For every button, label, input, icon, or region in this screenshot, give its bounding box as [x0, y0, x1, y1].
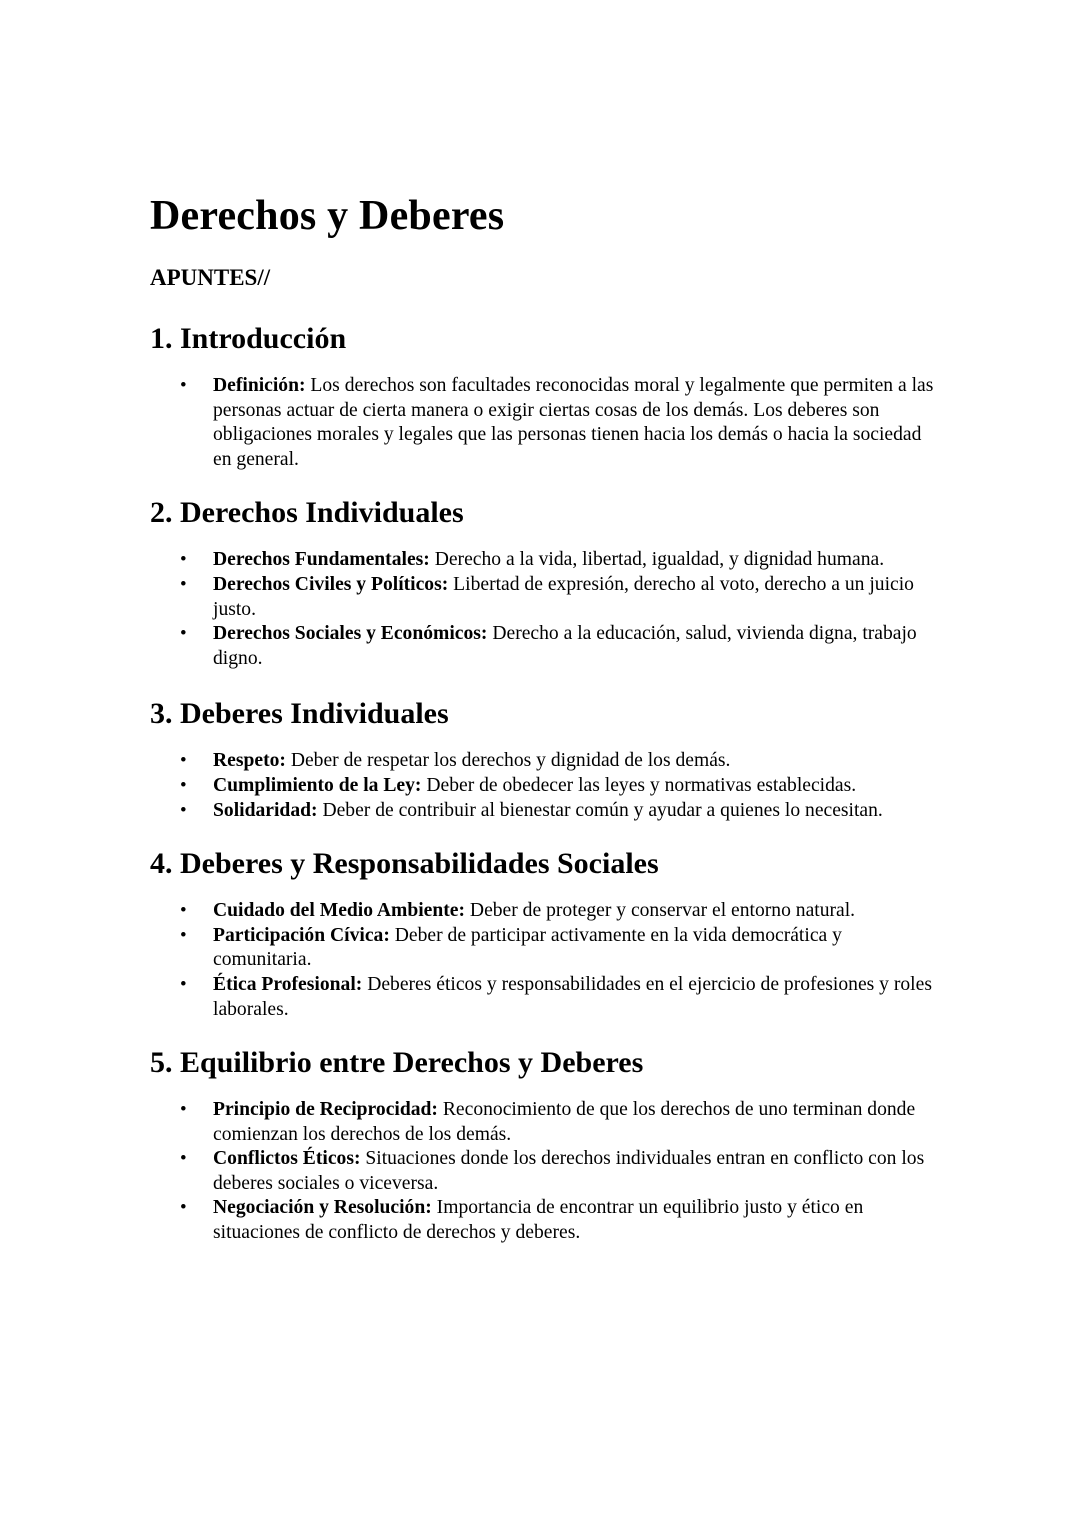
list-item [150, 899, 940, 924]
bullet-icon: • [180, 924, 187, 946]
item-text: Deber de respetar los derechos y dignidad de los demás. [285, 750, 731, 772]
item-term: Derechos Fundamentales: [213, 549, 430, 571]
bullet-list [150, 899, 940, 1022]
item-term: Participación Cívica: [213, 924, 390, 946]
item-term: Definición: [213, 375, 306, 396]
item-text: Libertad de expresión, derecho al voto, derecho a un juicio justo. [213, 573, 914, 620]
document-subtitle: APUNTES// [150, 265, 271, 290]
item-term: Cumplimiento de la Ley: [213, 774, 422, 796]
section-deberes-individuales [150, 695, 940, 823]
bullet-list [150, 1098, 940, 1246]
item-term: Derechos Civiles y Políticos: [213, 573, 449, 595]
item-term: Negociación y Resolución: [213, 1197, 432, 1219]
item-text: Derecho a la vida, libertad, igualdad, y dignidad humana. [429, 549, 885, 571]
list-item [150, 1196, 940, 1245]
item-text: Derecho a la educación, salud, vivienda digna, trabajo digno. [213, 623, 917, 669]
item-text: Deber de obedecer las leyes y normativas establecidas. [421, 774, 857, 796]
bullet-list [150, 548, 940, 671]
item-text: Situaciones donde los derechos individuales entran en conflicto con los deberes sociales o viceversa. [213, 1148, 925, 1194]
bullet-icon: • [180, 1099, 187, 1121]
list-item [150, 973, 940, 1022]
bullet-icon: • [180, 1197, 187, 1219]
item-text: Reconocimiento de que los derechos de uno terminan donde comienzan los derechos de los demás. [213, 1099, 916, 1145]
section-heading: 5. Equilibrio entre Derechos y Deberes [150, 1046, 644, 1080]
bullet-icon: • [180, 799, 187, 821]
item-text: Deber de proteger y conservar el entorno natural. [465, 900, 856, 922]
bullet-icon: • [180, 774, 187, 796]
bullet-icon: • [180, 1148, 187, 1170]
list-item [150, 374, 940, 472]
section-introduccion [150, 320, 940, 472]
section-heading: 3. Deberes Individuales [150, 697, 449, 731]
section-deberes-responsabilidades-sociales [150, 845, 940, 1022]
section-derechos-individuales [150, 494, 940, 671]
list-item [150, 573, 940, 622]
item-term: Derechos Sociales y Económicos: [213, 623, 488, 645]
item-text: Importancia de encontrar un equilibrio justo y ético en situaciones de conflicto de derechos y deberes. [213, 1197, 864, 1244]
list-item [150, 774, 940, 799]
bullet-icon: • [180, 375, 187, 396]
list-item [150, 622, 940, 671]
item-term: Solidaridad: [213, 799, 318, 821]
bullet-list [150, 374, 940, 472]
list-item [150, 1147, 940, 1196]
item-text: Deberes éticos y responsabilidades en el ejercicio de profesiones y roles laborales. [213, 973, 932, 1020]
item-term: Principio de Reciprocidad: [213, 1099, 438, 1121]
bullet-icon: • [180, 549, 187, 571]
item-term: Ética Profesional: [213, 973, 363, 995]
list-item [150, 924, 940, 973]
item-text: Los derechos son facultades reconocidas moral y legalmente que permiten a las personas actuar de cierta manera o exigir ciertas cosas de los demás. Los deberes son obligaciones morales y legales que las personas tienen hacia los demás o hacia la sociedad en general. [213, 375, 934, 470]
item-term: Conflictos Éticos: [213, 1148, 361, 1170]
bullet-icon: • [180, 623, 187, 645]
bullet-icon: • [180, 750, 187, 772]
section-equilibrio [150, 1044, 940, 1246]
item-term: Cuidado del Medio Ambiente: [213, 900, 466, 922]
list-item [150, 1098, 940, 1147]
list-item [150, 548, 940, 573]
bullet-list [150, 749, 940, 823]
document-title: Derechos y Deberes [150, 193, 505, 239]
section-heading: 4. Deberes y Responsabilidades Sociales [150, 847, 659, 881]
section-heading: 1. Introducción [150, 322, 347, 355]
item-text: Deber de participar activamente en la vida democrática y comunitaria. [213, 924, 842, 971]
document-page [150, 190, 940, 1246]
bullet-icon: • [180, 973, 187, 995]
list-item [150, 749, 940, 774]
list-item [150, 799, 940, 824]
section-heading: 2. Derechos Individuales [150, 496, 464, 530]
bullet-icon: • [180, 573, 187, 595]
item-term: Respeto: [213, 750, 286, 772]
bullet-icon: • [180, 900, 187, 922]
item-text: Deber de contribuir al bienestar común y ayudar a quienes lo necesitan. [317, 799, 883, 821]
